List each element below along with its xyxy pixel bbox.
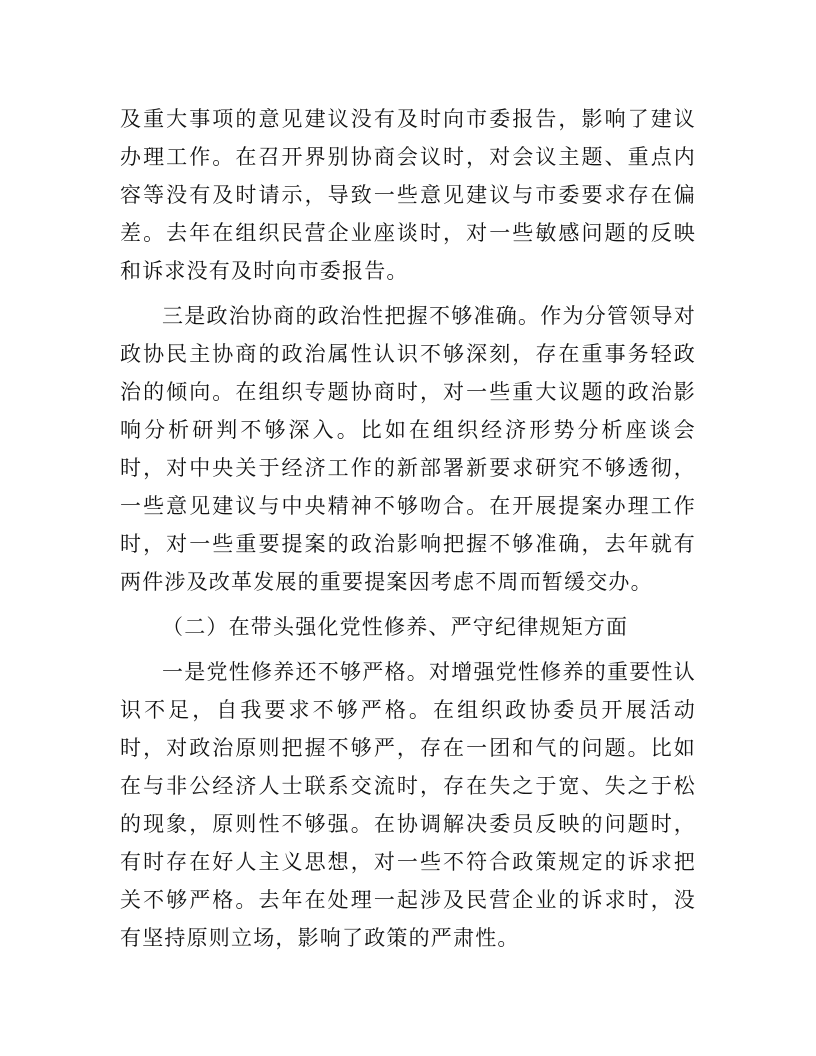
section-heading: （二）在带头强化党性修养、严守纪律规矩方面 — [162, 615, 629, 639]
paragraph-party-spirit: 一是党性修养还不够严格。对增强党性修养的重要性认识不足，自我要求不够严格。在组织政协委员开展活动时，对政治原则把握不够严，存在一团和气的问题。比如在与非公经济人士联系交流时，存在失之于宽、失之于松的现象，原则性不够强。在协调解决委员反映的问题时，有时存在好人主义思想，对一些不符合政策规定的诉求把关不够严格。去年在处理一起涉及民营企业的诉求时，没有坚持原则立场，影响了政策的严肃性。 — [120, 660, 696, 950]
paragraph-political-consultation: 三是政治协商的政治性把握不够准确。作为分管领导对政协民主协商的政治属性认识不够深刻，存在重事务轻政治的倾向。在组织专题协商时，对一些重大议题的政治影响分析研判不够深入。比如在组织经济形势分析座谈会时，对中央关于经济工作的新部署新要求研究不够透彻，一些意见建议与中央精神不够吻合。在开展提案办理工作时，对一些重要提案的政治影响把握不够准确，去年就有两件涉及改革发展的重要提案因考虑不周而暂缓交办。 — [120, 304, 696, 594]
document-body — [120, 100, 696, 964]
paragraph-continuation: 及重大事项的意见建议没有及时向市委报告，影响了建议办理工作。在召开界别协商会议时，对会议主题、重点内容等没有及时请示，导致一些意见建议与市委要求存在偏差。去年在组织民营企业座谈时，对一些敏感问题的反映和诉求没有及时向市委报告。 — [120, 107, 696, 283]
